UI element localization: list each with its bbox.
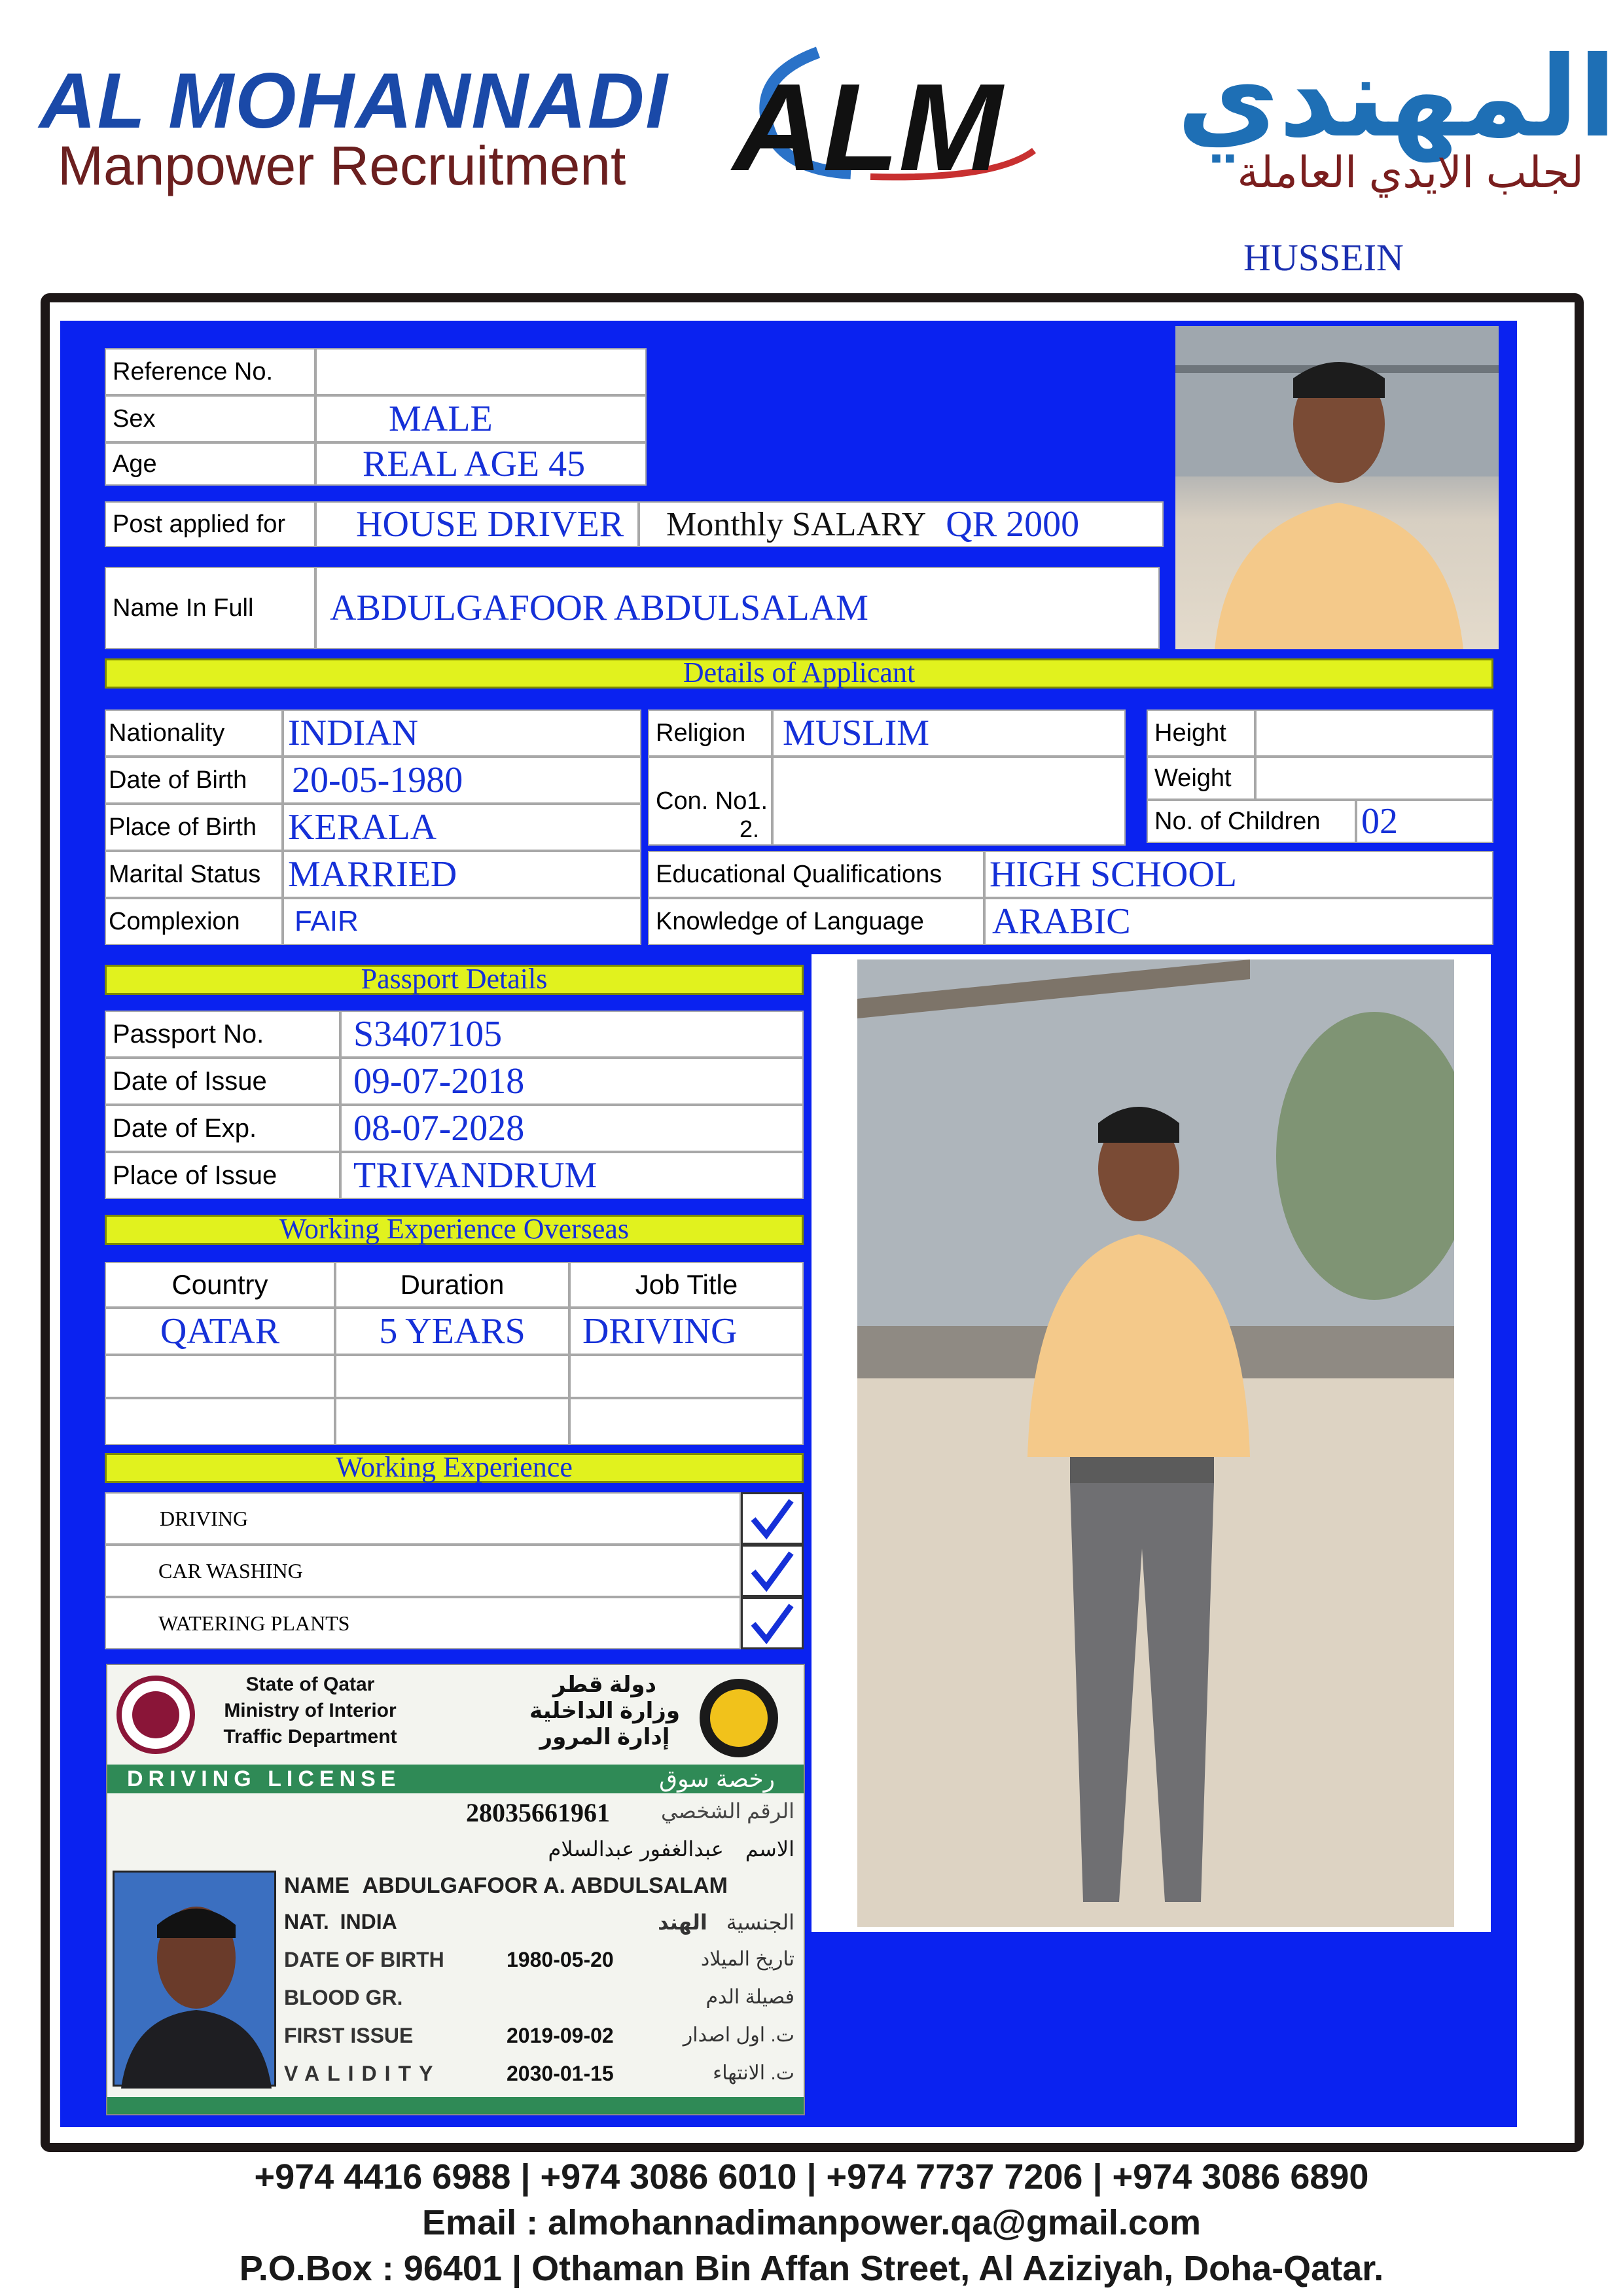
salary-label: Monthly SALARY bbox=[666, 505, 927, 543]
license-validity-label: VALIDITY bbox=[284, 2062, 441, 2085]
weight-label: Weight bbox=[1147, 757, 1255, 800]
overseas-job: DRIVING bbox=[569, 1308, 804, 1355]
salary-value: QR 2000 bbox=[946, 504, 1080, 545]
license-ministry-en: Ministry of Interior bbox=[224, 1700, 397, 1721]
person-portrait-icon bbox=[115, 1873, 278, 2089]
footer-phones: +974 4416 6988 | +974 3086 6010 | +974 7737 7206 | +974 3086 6890 bbox=[254, 2157, 1369, 2197]
overseas-empty-cell bbox=[335, 1355, 569, 1398]
agent-name: HUSSEIN bbox=[1243, 236, 1404, 279]
reference-value bbox=[315, 348, 647, 395]
overseas-empty-cell bbox=[335, 1398, 569, 1445]
license-validity: 2030-01-15 bbox=[507, 2062, 614, 2085]
passport-band: Passport Details bbox=[105, 965, 804, 995]
language-value: ARABIC bbox=[984, 898, 1493, 945]
experience-band: Working Experience bbox=[105, 1453, 804, 1483]
overseas-empty-cell bbox=[105, 1355, 335, 1398]
license-name-ar bbox=[421, 1837, 794, 1861]
driving-license-card bbox=[106, 1664, 805, 2115]
license-name-label: NAME bbox=[284, 1873, 350, 1898]
age-label: Age bbox=[105, 442, 315, 486]
reference-label: Reference No. bbox=[105, 348, 315, 395]
name-label: Name In Full bbox=[105, 567, 315, 649]
overseas-empty-cell bbox=[569, 1398, 804, 1445]
license-dob: 1980-05-20 bbox=[507, 1948, 614, 1971]
license-dob-label-ar: تاريخ الميلاد bbox=[700, 1948, 794, 1970]
marital-value: MARRIED bbox=[283, 851, 641, 898]
language-label: Knowledge of Language bbox=[648, 898, 984, 945]
license-name-ar-value: عبدالغفور عبدالسلام bbox=[548, 1837, 724, 1861]
salary-cell bbox=[639, 501, 1164, 547]
license-first-issue: 2019-09-02 bbox=[507, 2024, 614, 2047]
marital-label: Marital Status bbox=[105, 851, 283, 898]
applicant-photo-large bbox=[857, 960, 1454, 1927]
traffic-dept-emblem-icon bbox=[696, 1676, 781, 1761]
license-title-ar: رخصة سوق bbox=[659, 1765, 775, 1792]
license-first-issue-label: FIRST ISSUE bbox=[284, 2024, 414, 2047]
license-blood-label: BLOOD GR. bbox=[284, 1986, 403, 2009]
passport-number-value: S3407105 bbox=[340, 1011, 804, 1058]
license-id-number: 28035661961 bbox=[466, 1798, 610, 1827]
overseas-empty-cell bbox=[105, 1398, 335, 1445]
footer-address: P.O.Box : 96401 | Othaman Bin Affan Street, Al Aziziyah, Doha-Qatar. bbox=[239, 2249, 1384, 2288]
passport-expiry-value: 08-07-2028 bbox=[340, 1105, 804, 1152]
pob-label: Place of Birth bbox=[105, 804, 283, 851]
overseas-country: QATAR bbox=[105, 1308, 335, 1355]
passport-number-label: Passport No. bbox=[105, 1011, 340, 1058]
license-nat-label: NAT. bbox=[284, 1910, 329, 1933]
religion-value: MUSLIM bbox=[772, 709, 1126, 757]
passport-issue-value: 09-07-2018 bbox=[340, 1058, 804, 1105]
license-dept-en: Traffic Department bbox=[223, 1726, 397, 1748]
passport-issue-label: Date of Issue bbox=[105, 1058, 340, 1105]
brand-subtitle: Manpower Recruitment bbox=[58, 135, 626, 196]
height-value bbox=[1255, 709, 1493, 757]
post-label: Post applied for bbox=[105, 501, 315, 547]
license-holder-photo bbox=[113, 1871, 276, 2087]
checkmark-icon bbox=[741, 1545, 804, 1597]
license-dept-ar: إدارة المرور bbox=[539, 1725, 670, 1749]
license-validity-label-ar: ت. الانتهاء bbox=[713, 2062, 794, 2084]
children-label: No. of Children bbox=[1147, 800, 1356, 843]
contact-label-1: Con. No1. bbox=[648, 757, 772, 846]
nationality-value: INDIAN bbox=[283, 709, 641, 757]
experience-item-car-washing: CAR WASHING bbox=[105, 1545, 741, 1597]
checkmark-icon bbox=[741, 1597, 804, 1649]
license-ministry-ar: وزارة الداخلية bbox=[529, 1698, 681, 1723]
weight-value bbox=[1255, 757, 1493, 800]
education-label: Educational Qualifications bbox=[648, 851, 984, 898]
license-name-label-ar: الاسم bbox=[745, 1837, 794, 1861]
education-value: HIGH SCHOOL bbox=[984, 851, 1493, 898]
alm-logo bbox=[720, 39, 1060, 209]
qatar-emblem-icon bbox=[116, 1676, 195, 1754]
brand-name: AL MOHANNADI bbox=[39, 57, 669, 145]
license-state-ar: دولة قطر bbox=[553, 1672, 656, 1697]
license-nat-label-ar: الجنسية bbox=[726, 1910, 794, 1934]
license-state-en: State of Qatar bbox=[245, 1674, 375, 1695]
contact-value-1 bbox=[772, 757, 1126, 846]
footer-email: Email : almohannadimanpower.qa@gmail.com bbox=[422, 2203, 1201, 2242]
name-value: ABDULGAFOOR ABDULSALAM bbox=[315, 567, 1160, 649]
alm-logo-text: ALM bbox=[733, 58, 1003, 197]
license-title-en: DRIVING LICENSE bbox=[127, 1767, 401, 1791]
height-label: Height bbox=[1147, 709, 1255, 757]
license-dob-label: DATE OF BIRTH bbox=[284, 1948, 444, 1971]
checkmark-icon bbox=[741, 1492, 804, 1545]
complexion-label: Complexion bbox=[105, 898, 283, 945]
license-name: ABDULGAFOOR A. ABDULSALAM bbox=[362, 1873, 728, 1898]
children-value: 02 bbox=[1356, 800, 1493, 843]
contact-label-2: 2. bbox=[740, 816, 760, 842]
post-value: HOUSE DRIVER bbox=[315, 501, 639, 547]
passport-expiry-label: Date of Exp. bbox=[105, 1105, 340, 1152]
person-standing-icon bbox=[857, 960, 1454, 1927]
complexion-value: FAIR bbox=[283, 898, 641, 945]
religion-label: Religion bbox=[648, 709, 772, 757]
sex-value: MALE bbox=[315, 395, 647, 442]
license-first-issue-label-ar: ت. اول اصدار bbox=[683, 2024, 794, 2046]
license-nat-ar: الهند bbox=[658, 1910, 707, 1934]
license-nat: INDIA bbox=[340, 1910, 397, 1933]
dob-label: Date of Birth bbox=[105, 757, 283, 804]
license-blood-label-ar: فصيلة الدم bbox=[705, 1986, 794, 2008]
license-bottom-strip bbox=[107, 2097, 805, 2115]
experience-item-driving: DRIVING bbox=[105, 1492, 741, 1545]
license-id-label-ar: الرقم الشخصي bbox=[660, 1799, 794, 1823]
overseas-duration: 5 YEARS bbox=[335, 1308, 569, 1355]
experience-item-watering-plants: WATERING PLANTS bbox=[105, 1597, 741, 1649]
brand-arabic: المهندي bbox=[1177, 35, 1616, 160]
applicant-photo-large-frame bbox=[812, 954, 1491, 1932]
details-band: Details of Applicant bbox=[105, 658, 1493, 689]
pob-value: KERALA bbox=[283, 804, 641, 851]
col-country: Country bbox=[105, 1262, 335, 1308]
overseas-empty-cell bbox=[569, 1355, 804, 1398]
passport-place-value: TRIVANDRUM bbox=[340, 1152, 804, 1199]
age-value: REAL AGE 45 bbox=[315, 442, 647, 486]
brand-arabic-subtitle: لجلب الايدي العاملة bbox=[1237, 148, 1584, 196]
sex-label: Sex bbox=[105, 395, 315, 442]
passport-place-label: Place of Issue bbox=[105, 1152, 340, 1199]
applicant-photo-small bbox=[1175, 326, 1499, 649]
col-job-title: Job Title bbox=[569, 1262, 804, 1308]
person-silhouette-icon bbox=[1175, 326, 1499, 649]
dob-value: 20-05-1980 bbox=[283, 757, 641, 804]
overseas-band: Working Experience Overseas bbox=[105, 1215, 804, 1245]
nationality-label: Nationality bbox=[105, 709, 283, 757]
col-duration: Duration bbox=[335, 1262, 569, 1308]
